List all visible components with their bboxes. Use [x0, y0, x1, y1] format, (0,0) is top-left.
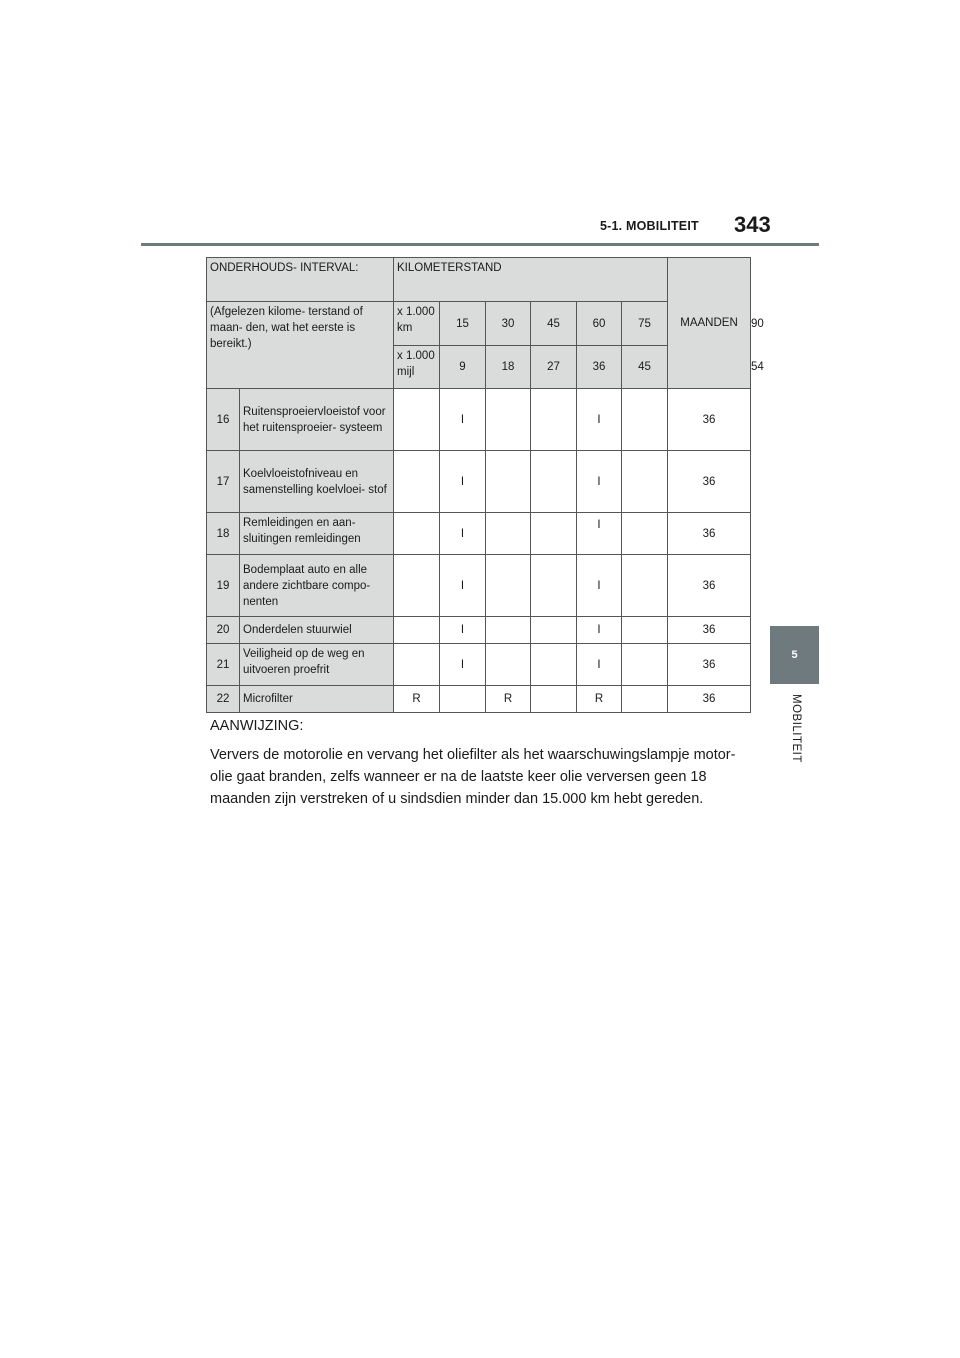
page-number: 343	[734, 212, 771, 237]
km-value: 45	[531, 302, 577, 346]
months-cell: 36	[668, 451, 751, 513]
maanden-header: MAANDEN	[668, 258, 751, 389]
kilometerstand-header: KILOMETERSTAND	[394, 258, 668, 302]
interval-cell: I	[440, 451, 486, 513]
chapter-tab	[770, 626, 819, 684]
months-cell: 36	[668, 644, 751, 686]
item-description: Ruitensproeiervloeistof voor het ruitensproeier- systeem	[240, 389, 394, 451]
months-cell: 36	[668, 389, 751, 451]
interval-cell	[486, 617, 531, 644]
interval-cell	[622, 644, 668, 686]
table-row	[207, 644, 751, 686]
interval-cell	[622, 555, 668, 617]
km-value: 60	[577, 302, 622, 346]
item-description: Koelvloeistofniveau en samenstelling koelvloei- stof	[240, 451, 394, 513]
item-number: 22	[207, 686, 240, 713]
header-divider	[141, 243, 819, 246]
item-number: 19	[207, 555, 240, 617]
interval-cell: I	[440, 617, 486, 644]
maintenance-table: ONDERHOUDS- INTERVAL: KILOMETERSTAND MAANDEN (Afgelezen kilome- terstand of maan- den, wat het eerste is bereikt.) x 1.000 km 15 30 45 60 75 90 x 1.000 mijl 9 18 27 36 45 54 16 Ruitensproeiervloeistof voor het ruitensproeier- systeem I I 36 17 Koelvloeistofniveau en samenstelling koelvloei- stof I I 36 18 Remleidingen en aan- sluitingen remleidingen I I 36 19 Bodemplaat auto en alle andere zichtbare compo- nenten I I 36 20 Onderdelen stuurwiel I I 36 21 Veiligheid op de weg en uitvoeren proefrit I I 36 22 Microfilter R R R 36	[206, 257, 751, 713]
interval-cell	[531, 644, 577, 686]
interval-cell	[394, 451, 440, 513]
interval-cell	[531, 513, 577, 555]
interval-cell: I	[577, 513, 622, 555]
note-text: Ververs de motorolie en vervang het oliefilter als het waarschuwingslampje motor- olie gaat branden, zelfs wanneer er na de laatste keer olie verversen geen 18 maanden zijn verstreken of u sindsdien minder dan 15.000 km hebt gereden.	[210, 747, 736, 807]
item-number: 17	[207, 451, 240, 513]
interval-cell	[622, 513, 668, 555]
interval-cell	[394, 389, 440, 451]
table-row	[207, 451, 751, 513]
interval-cell: I	[577, 389, 622, 451]
interval-cell	[531, 555, 577, 617]
interval-cell	[486, 555, 531, 617]
interval-cell: I	[577, 451, 622, 513]
interval-header: ONDERHOUDS- INTERVAL:	[207, 258, 394, 302]
interval-cell: I	[440, 644, 486, 686]
item-number: 21	[207, 644, 240, 686]
interval-cell	[486, 451, 531, 513]
item-number: 20	[207, 617, 240, 644]
item-number: 18	[207, 513, 240, 555]
interval-cell	[486, 513, 531, 555]
interval-cell	[440, 686, 486, 713]
interval-cell: I	[577, 617, 622, 644]
chapter-label: MOBILITEIT	[790, 694, 802, 763]
note-title: AANWIJZING:	[210, 718, 304, 734]
interval-cell: I	[440, 513, 486, 555]
interval-cell	[394, 617, 440, 644]
table-row	[207, 555, 751, 617]
item-number: 16	[207, 389, 240, 451]
interval-cell	[531, 389, 577, 451]
table-row	[207, 617, 751, 644]
interval-cell	[394, 513, 440, 555]
table-row	[207, 686, 751, 713]
months-cell: 36	[668, 555, 751, 617]
mijl-value: 45	[622, 346, 668, 389]
chapter-number: 5	[791, 649, 798, 661]
item-description: Bodemplaat auto en alle andere zichtbare compo- nenten	[240, 555, 394, 617]
months-cell: 36	[668, 513, 751, 555]
interval-cell	[394, 555, 440, 617]
interval-cell	[531, 686, 577, 713]
item-description: Onderdelen stuurwiel	[240, 617, 394, 644]
km-value: 30	[486, 302, 531, 346]
interval-cell	[622, 686, 668, 713]
interval-cell	[622, 451, 668, 513]
interval-cell	[394, 644, 440, 686]
item-description: Veiligheid op de weg en uitvoeren proefrit	[240, 644, 394, 686]
months-cell: 36	[668, 617, 751, 644]
interval-cell: I	[577, 555, 622, 617]
interval-cell: I	[440, 555, 486, 617]
interval-cell	[486, 644, 531, 686]
interval-cell: R	[394, 686, 440, 713]
interval-cell: I	[440, 389, 486, 451]
mijl-value: 27	[531, 346, 577, 389]
interval-cell	[531, 617, 577, 644]
mijl-value: 18	[486, 346, 531, 389]
interval-cell	[531, 451, 577, 513]
months-cell: 36	[668, 686, 751, 713]
km-unit-label: x 1.000 km	[394, 302, 440, 346]
table-row	[207, 513, 751, 555]
mijl-value: 9	[440, 346, 486, 389]
item-description: Remleidingen en aan- sluitingen remleidingen	[240, 513, 394, 555]
interval-cell	[622, 617, 668, 644]
table-row	[207, 389, 751, 451]
mijl-value: 36	[577, 346, 622, 389]
km-value: 15	[440, 302, 486, 346]
interval-cell: R	[577, 686, 622, 713]
mijl-unit-label: x 1.000 mijl	[394, 346, 440, 389]
interval-cell	[622, 389, 668, 451]
interval-cell	[486, 389, 531, 451]
interval-cell: I	[577, 644, 622, 686]
afgelezen-note: (Afgelezen kilome- terstand of maan- den, wat het eerste is bereikt.)	[207, 302, 394, 389]
section-title: 5-1. MOBILITEIT	[600, 219, 699, 233]
km-value: 75	[622, 302, 668, 346]
item-description: Microfilter	[240, 686, 394, 713]
interval-cell: R	[486, 686, 531, 713]
